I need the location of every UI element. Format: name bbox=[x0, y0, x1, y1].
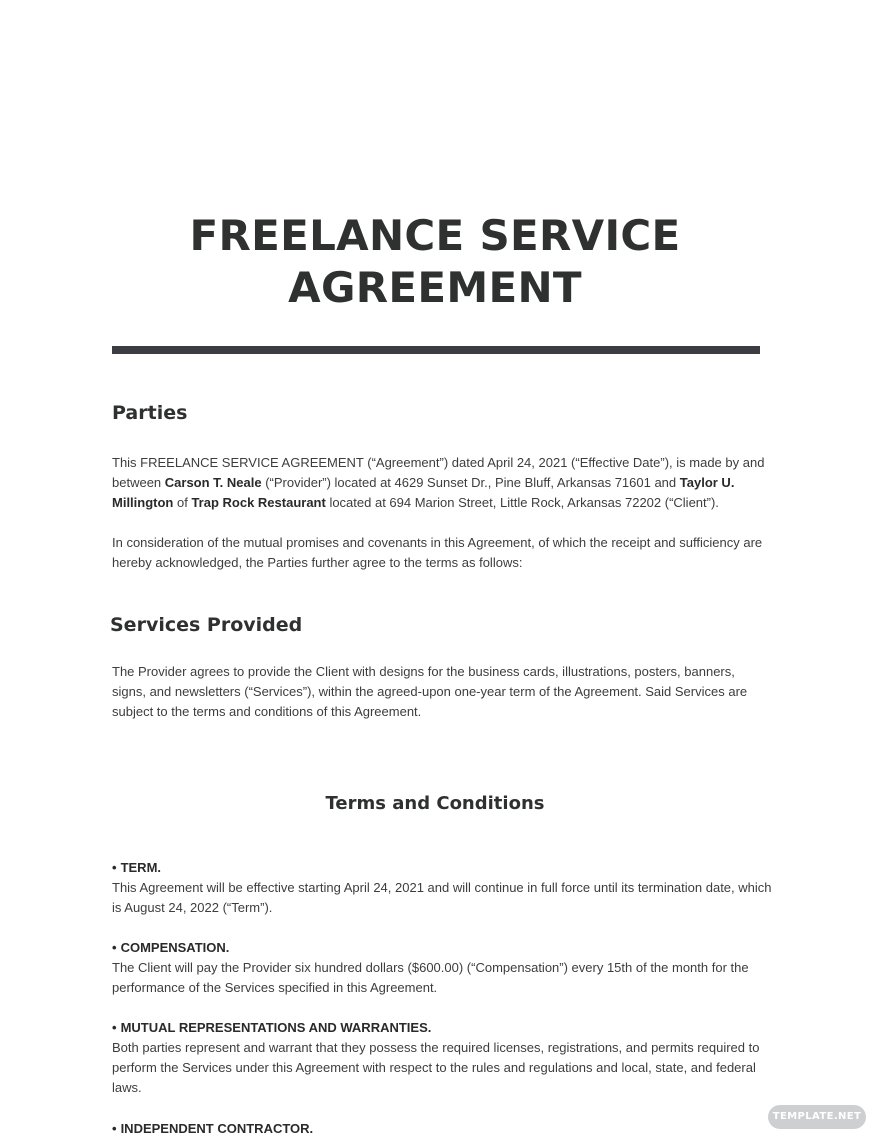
warranties-item-title-text: MUTUAL REPRESENTATIONS AND WARRANTIES. bbox=[120, 1020, 432, 1035]
services-paragraph: The Provider agrees to provide the Client with designs for the business cards, illustrations, posters, banners, signs, and newsletters (“Services”), within the agreed-upon one-year term of the Agreement. Said Services are subject to the terms and conditions of this Agreement. bbox=[112, 664, 748, 719]
terms-heading: Terms and Conditions bbox=[325, 793, 545, 814]
contractor-item bbox=[112, 1119, 772, 1139]
bullet-icon: • bbox=[112, 860, 117, 875]
compensation-item bbox=[112, 938, 772, 998]
compensation-item-body: The Client will pay the Provider six hundred dollars ($600.00) (“Compensation”) every 15th of the month for the performance of the Services specified in this Agreement. bbox=[112, 960, 749, 995]
term-item-title-text: TERM. bbox=[120, 860, 162, 875]
parties-text-part-3: of bbox=[173, 495, 192, 510]
bullet-icon: • bbox=[112, 1121, 117, 1136]
services-heading: Services Provided bbox=[110, 614, 303, 636]
compensation-item-title bbox=[112, 938, 772, 958]
term-item-body: This Agreement will be effective starting April 24, 2021 and will continue in full force until its termination date, which is August 24, 2022 (“Term”). bbox=[112, 880, 772, 915]
parties-text-part-2: (“Provider”) located at 4629 Sunset Dr., Pine Bluff, Arkansas 71601 and bbox=[261, 475, 680, 490]
title-divider bbox=[112, 346, 760, 354]
document-title bbox=[100, 210, 770, 314]
contractor-item-title bbox=[112, 1119, 772, 1139]
document-title-line-2: AGREEMENT bbox=[288, 263, 582, 312]
document-title-line-1: FREELANCE SERVICE bbox=[189, 211, 681, 260]
parties-text-part-1: This FREELANCE SERVICE AGREEMENT (“Agreement”) dated April 24, 2021 (“Effective Date”), is made by and between bbox=[112, 455, 765, 490]
parties-text-part-4: located at 694 Marion Street, Little Rock, Arkansas 72202 (“Client”). bbox=[325, 495, 719, 510]
term-item bbox=[112, 858, 772, 918]
term-item-title bbox=[112, 858, 772, 878]
parties-paragraph-2: In consideration of the mutual promises and covenants in this Agreement, of which the receipt and sufficiency are hereby acknowledged, the Parties further agree to the terms as follows: bbox=[112, 535, 763, 570]
warranties-item-title bbox=[112, 1018, 772, 1038]
client-company: Trap Rock Restaurant bbox=[191, 495, 326, 510]
bullet-icon: • bbox=[112, 940, 117, 955]
bullet-icon: • bbox=[112, 1020, 117, 1035]
warranties-item bbox=[112, 1018, 772, 1098]
contractor-item-title-text: INDEPENDENT CONTRACTOR. bbox=[120, 1121, 314, 1136]
compensation-item-title-text: COMPENSATION. bbox=[120, 940, 230, 955]
template-watermark: TEMPLATE.NET bbox=[768, 1105, 866, 1129]
parties-heading: Parties bbox=[112, 402, 188, 424]
provider-name: Carson T. Neale bbox=[164, 475, 262, 490]
parties-paragraph-1 bbox=[112, 453, 772, 513]
client-name: Taylor U. Millington bbox=[112, 475, 735, 510]
warranties-item-body: Both parties represent and warrant that they possess the required licenses, registrations, and permits required to perform the Services under this Agreement with respect to the rules and regulations and local, state, and federal laws. bbox=[112, 1040, 760, 1095]
